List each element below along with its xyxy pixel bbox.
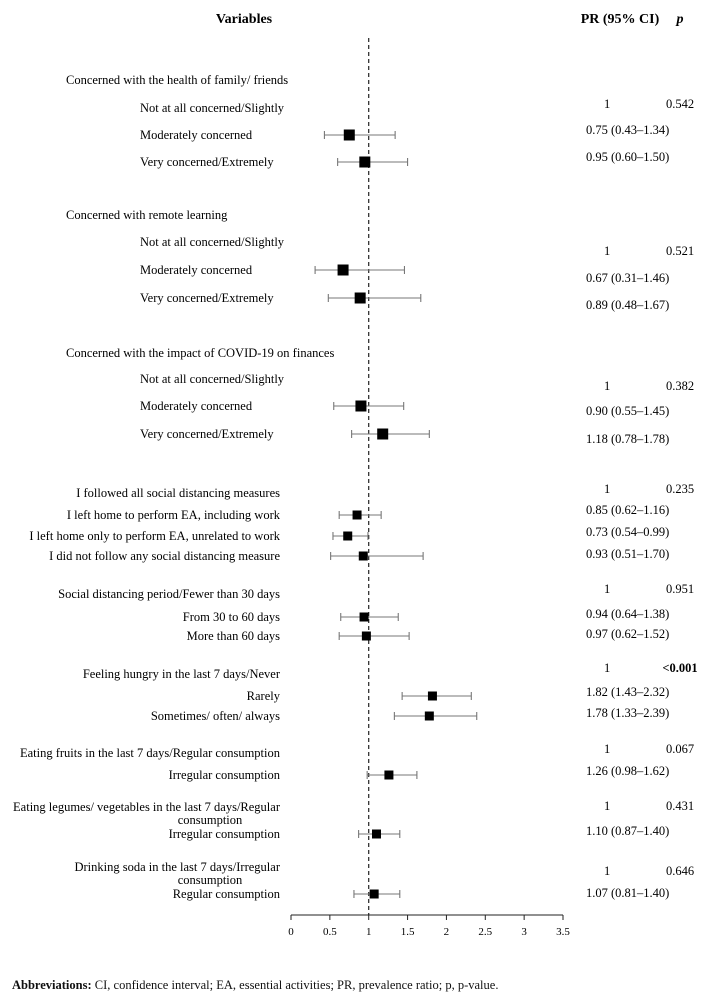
row-label: Irregular consumption (168, 768, 280, 782)
pr-ci-value: 1.07 (0.81–1.40) (586, 886, 670, 900)
pr-ci-value: 0.89 (0.48–1.67) (586, 298, 670, 312)
forest-row (183, 607, 670, 624)
point-estimate (425, 712, 434, 721)
row-label: I left home to perform EA, including work (66, 508, 280, 522)
forest-row (20, 742, 694, 760)
row-label: Rarely (246, 689, 280, 703)
point-estimate (360, 613, 369, 622)
group-label: Concerned with the impact of COVID-19 on finances (66, 346, 335, 360)
point-estimate (372, 830, 381, 839)
row-label: From 30 to 60 days (182, 610, 280, 624)
point-estimate (359, 157, 370, 168)
point-estimate (377, 429, 388, 440)
forest-row (13, 799, 694, 827)
forest-row (169, 764, 670, 782)
pr-ci-value: 0.85 (0.62–1.16) (586, 503, 670, 517)
forest-row (66, 346, 334, 360)
row-label: Moderately concerned (140, 128, 253, 142)
group-label: Concerned with remote learning (66, 208, 228, 222)
forest-row (76, 482, 694, 500)
forest-row (173, 886, 670, 901)
row-label: Moderately concerned (140, 263, 253, 277)
forest-row (169, 824, 670, 841)
forest-row (29, 525, 669, 543)
footnote-text: CI, confidence interval; EA, essential activities; PR, prevalence ratio; p, p-value. (94, 978, 499, 992)
forest-row (247, 685, 670, 703)
forest-row (140, 427, 669, 446)
forest-row (140, 150, 669, 169)
pr-ci-value: 1 (604, 742, 611, 756)
row-label-continuation: consumption (177, 873, 243, 887)
pr-ci-value: 1 (604, 799, 611, 813)
pr-ci-value: 0.90 (0.55–1.45) (586, 404, 670, 418)
footnote-prefix: Abbreviations: (12, 978, 92, 992)
row-label: Regular consumption (172, 887, 280, 901)
point-estimate (370, 890, 379, 899)
pr-ci-value: 1.10 (0.87–1.40) (586, 824, 670, 838)
row-label: Sometimes/ often/ always (150, 709, 280, 723)
forest-row (140, 263, 669, 285)
point-estimate (355, 401, 366, 412)
forest-row (74, 860, 694, 887)
forest-row (58, 582, 694, 601)
pr-ci-value: 1.78 (1.33–2.39) (586, 706, 670, 720)
pr-ci-value: 1 (604, 661, 611, 675)
x-tick-label: 0.5 (322, 926, 337, 938)
pr-ci-value: 0.75 (0.43–1.34) (586, 123, 670, 137)
point-estimate (338, 265, 349, 276)
row-label: Social distancing period/Fewer than 30 days (58, 587, 280, 601)
x-tick-label: 1 (365, 926, 372, 938)
point-estimate (353, 511, 362, 520)
group-label: Concerned with the health of family/ friends (66, 73, 289, 87)
point-estimate (362, 632, 371, 641)
pr-ci-value: 1.18 (0.78–1.78) (586, 432, 670, 446)
pr-ci-value: 1 (604, 97, 611, 111)
forest-row (140, 123, 669, 142)
forest-row (140, 372, 694, 393)
forest-row (66, 208, 228, 222)
point-estimate (343, 532, 352, 541)
pr-ci-value: 0.67 (0.31–1.46) (586, 271, 670, 285)
x-tick-label: 3.5 (556, 926, 570, 938)
pr-ci-value: 0.93 (0.51–1.70) (586, 547, 670, 561)
header-pr: PR (95% CI) (580, 12, 660, 27)
x-tick-label: 0 (288, 926, 294, 938)
p-value: 0.431 (665, 799, 695, 813)
p-value: 0.646 (665, 864, 695, 878)
p-value: 0.542 (665, 97, 695, 111)
forest-row (49, 547, 669, 563)
forest-row (67, 503, 669, 522)
header-p: p (676, 12, 684, 27)
p-value: 0.382 (665, 379, 695, 393)
point-estimate (384, 771, 393, 780)
row-label: Not at all concerned/Slightly (140, 101, 285, 115)
p-value: 0.951 (665, 582, 695, 596)
row-label: Irregular consumption (168, 827, 280, 841)
row-label: Eating fruits in the last 7 days/Regular consumption (19, 746, 280, 760)
point-estimate (344, 130, 355, 141)
row-label: Not at all concerned/Slightly (140, 372, 285, 386)
row-label: Very concerned/Extremely (140, 155, 274, 169)
row-label: More than 60 days (186, 629, 280, 643)
point-estimate (355, 293, 366, 304)
row-label-continuation: consumption (177, 813, 243, 827)
row-label: I did not follow any social distancing measure (49, 549, 280, 563)
p-value: 0.067 (665, 742, 695, 756)
row-label: Moderately concerned (140, 399, 253, 413)
forest-row (151, 706, 669, 723)
x-tick-label: 2 (443, 926, 450, 938)
forest-row (140, 97, 694, 115)
row-label: Feeling hungry in the last 7 days/Never (82, 667, 280, 681)
row-label: Very concerned/Extremely (140, 291, 274, 305)
pr-ci-value: 1 (604, 864, 611, 878)
header-variables: Variables (215, 12, 273, 27)
forest-row (140, 399, 669, 418)
pr-ci-value: 1 (604, 244, 611, 258)
pr-ci-value: 0.97 (0.62–1.52) (586, 627, 670, 641)
row-label: I left home only to perform EA, unrelated to work (29, 529, 280, 543)
pr-ci-value: 1.26 (0.98–1.62) (586, 764, 670, 778)
p-value: 0.521 (665, 244, 695, 258)
point-estimate (428, 692, 437, 701)
p-value: <0.001 (662, 661, 698, 675)
forest-row (83, 661, 698, 681)
forest-row (66, 73, 288, 87)
x-tick-label: 1.5 (400, 926, 415, 938)
row-label: Very concerned/Extremely (140, 427, 274, 441)
forest-row (187, 627, 670, 643)
pr-ci-value: 1.82 (1.43–2.32) (586, 685, 670, 699)
forest-row (140, 291, 669, 312)
p-value: 0.235 (665, 482, 695, 496)
pr-ci-value: 1 (604, 582, 611, 596)
forest-row (140, 235, 694, 258)
pr-ci-value: 0.95 (0.60–1.50) (586, 150, 670, 164)
point-estimate (359, 552, 368, 561)
x-tick-label: 2.5 (478, 926, 493, 938)
pr-ci-value: 1 (604, 379, 611, 393)
row-label: Drinking soda in the last 7 days/Irregular (74, 860, 280, 874)
row-label: Not at all concerned/Slightly (140, 235, 285, 249)
footnote (12, 978, 498, 993)
pr-ci-value: 1 (604, 482, 611, 496)
pr-ci-value: 0.94 (0.64–1.38) (586, 607, 670, 621)
x-tick-label: 3 (521, 926, 527, 938)
pr-ci-value: 0.73 (0.54–0.99) (586, 525, 670, 539)
row-label: Eating legumes/ vegetables in the last 7 days/Regular (13, 800, 280, 814)
row-label: I followed all social distancing measures (76, 486, 280, 500)
